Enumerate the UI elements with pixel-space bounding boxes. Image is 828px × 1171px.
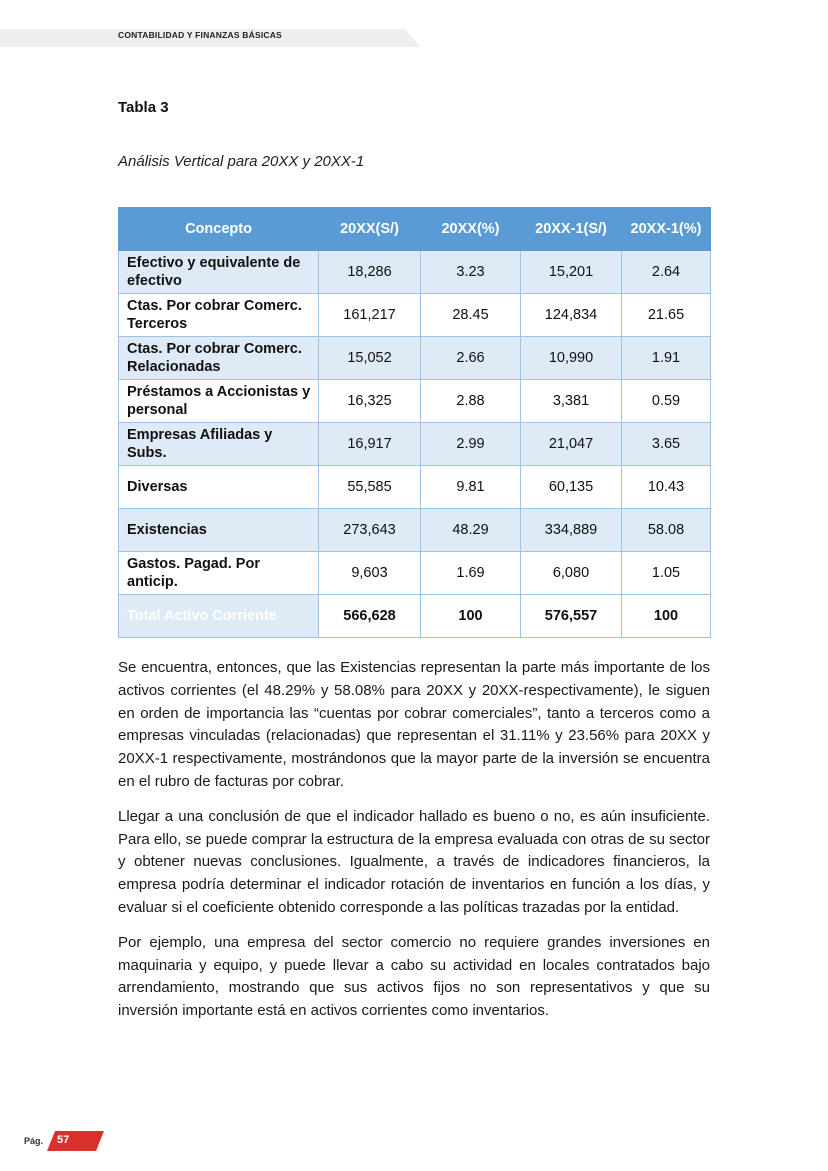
page-number: 57 [57,1134,70,1146]
row-concept: Diversas [119,466,319,509]
table-row [119,509,711,552]
cell-value: 1.69 [421,552,521,595]
cell-value: 0.59 [622,380,711,423]
cell-value: 55,585 [319,466,421,509]
cell-value: 21.65 [622,294,711,337]
cell-value: 161,217 [319,294,421,337]
table-caption: Análisis Vertical para 20XX y 20XX-1 [118,153,365,170]
total-value: 576,557 [521,595,622,638]
cell-value: 3.23 [421,251,521,294]
row-concept: Existencias [119,509,319,552]
table-label: Tabla 3 [118,99,169,116]
cell-value: 58.08 [622,509,711,552]
cell-value: 60,135 [521,466,622,509]
table-row [119,423,711,466]
row-concept: Ctas. Por cobrar Comerc. Relacionadas [119,337,319,380]
col-header-concepto: Concepto [119,208,319,251]
cell-value: 124,834 [521,294,622,337]
cell-value: 2.64 [622,251,711,294]
cell-value: 6,080 [521,552,622,595]
cell-value: 16,325 [319,380,421,423]
body-text [118,657,710,1035]
cell-value: 1.91 [622,337,711,380]
cell-value: 3,381 [521,380,622,423]
cell-value: 9,603 [319,552,421,595]
cell-value: 16,917 [319,423,421,466]
col-header-20xx1-percent: 20XX-1(%) [622,208,711,251]
cell-value: 1.05 [622,552,711,595]
col-header-20xx-percent: 20XX(%) [421,208,521,251]
paragraph: Se encuentra, entonces, que las Existencias representan la parte más importante de los activos corrientes (el 48.29% y 58.08% para 20XX y 20XX-respectivamente), le siguen en orden de importancia las “cuentas por cobrar comerciales”, tanto a terceros como a empresas vinculadas (relacionadas) que representan el 31.11% y 23.56% para 20XX y 20XX-1 respectivamente, mostrándonos que la mayor parte de la inversión se encuentra en el rubro de facturas por cobrar. [118,659,710,790]
cell-value: 2.99 [421,423,521,466]
vertical-analysis-table [118,207,711,638]
table-row [119,552,711,595]
total-value: 100 [622,595,711,638]
total-label: Total Activo Corriente [119,595,319,638]
table-row [119,380,711,423]
table-header-row [119,208,711,251]
cell-value: 3.65 [622,423,711,466]
cell-value: 15,201 [521,251,622,294]
row-concept: Préstamos a Accionistas y personal [119,380,319,423]
cell-value: 28.45 [421,294,521,337]
cell-value: 15,052 [319,337,421,380]
cell-value: 9.81 [421,466,521,509]
col-header-20xx-soles: 20XX(S/) [319,208,421,251]
paragraph: Por ejemplo, una empresa del sector comercio no requiere grandes inversiones en maquinaria y equipo, y puede llevar a cabo su actividad en locales contratados bajo arrendamiento, mostrando que sus activos fijos no son representativos y que su inversión importante está en activos corrientes como inventarios. [118,933,710,1020]
cell-value: 10.43 [622,466,711,509]
row-concept: Gastos. Pagad. Por anticip. [119,552,319,595]
table-row [119,466,711,509]
table-row [119,294,711,337]
cell-value: 48.29 [421,509,521,552]
cell-value: 2.66 [421,337,521,380]
table-total-row [119,595,711,638]
cell-value: 334,889 [521,509,622,552]
cell-value: 18,286 [319,251,421,294]
page-label: Pág. [24,1136,44,1146]
row-concept: Efectivo y equivalente de efectivo [119,251,319,294]
cell-value: 2.88 [421,380,521,423]
cell-value: 273,643 [319,509,421,552]
paragraph: Llegar a una conclusión de que el indicador hallado es bueno o no, es aún insuficiente. Para ello, se puede comprar la estructura de la empresa evaluada con otras de su sector y obtener nuevas conclusiones. Igualmente, a través de indicadores financieros, la empresa podría determinar el indicador rotación de inventarios en función a los días, y evaluar si el coeficiente obtenido corresponde a las políticas trazadas por la entidad. [118,807,710,916]
row-concept: Empresas Afiliadas y Subs. [119,423,319,466]
total-value: 100 [421,595,521,638]
cell-value: 10,990 [521,337,622,380]
cell-value: 21,047 [521,423,622,466]
row-concept: Ctas. Por cobrar Comerc. Terceros [119,294,319,337]
table-row [119,337,711,380]
page-badge [47,1131,104,1151]
table-row [119,251,711,294]
running-header: CONTABILIDAD Y FINANZAS BÁSICAS [118,30,282,40]
col-header-20xx1-soles: 20XX-1(S/) [521,208,622,251]
total-value: 566,628 [319,595,421,638]
